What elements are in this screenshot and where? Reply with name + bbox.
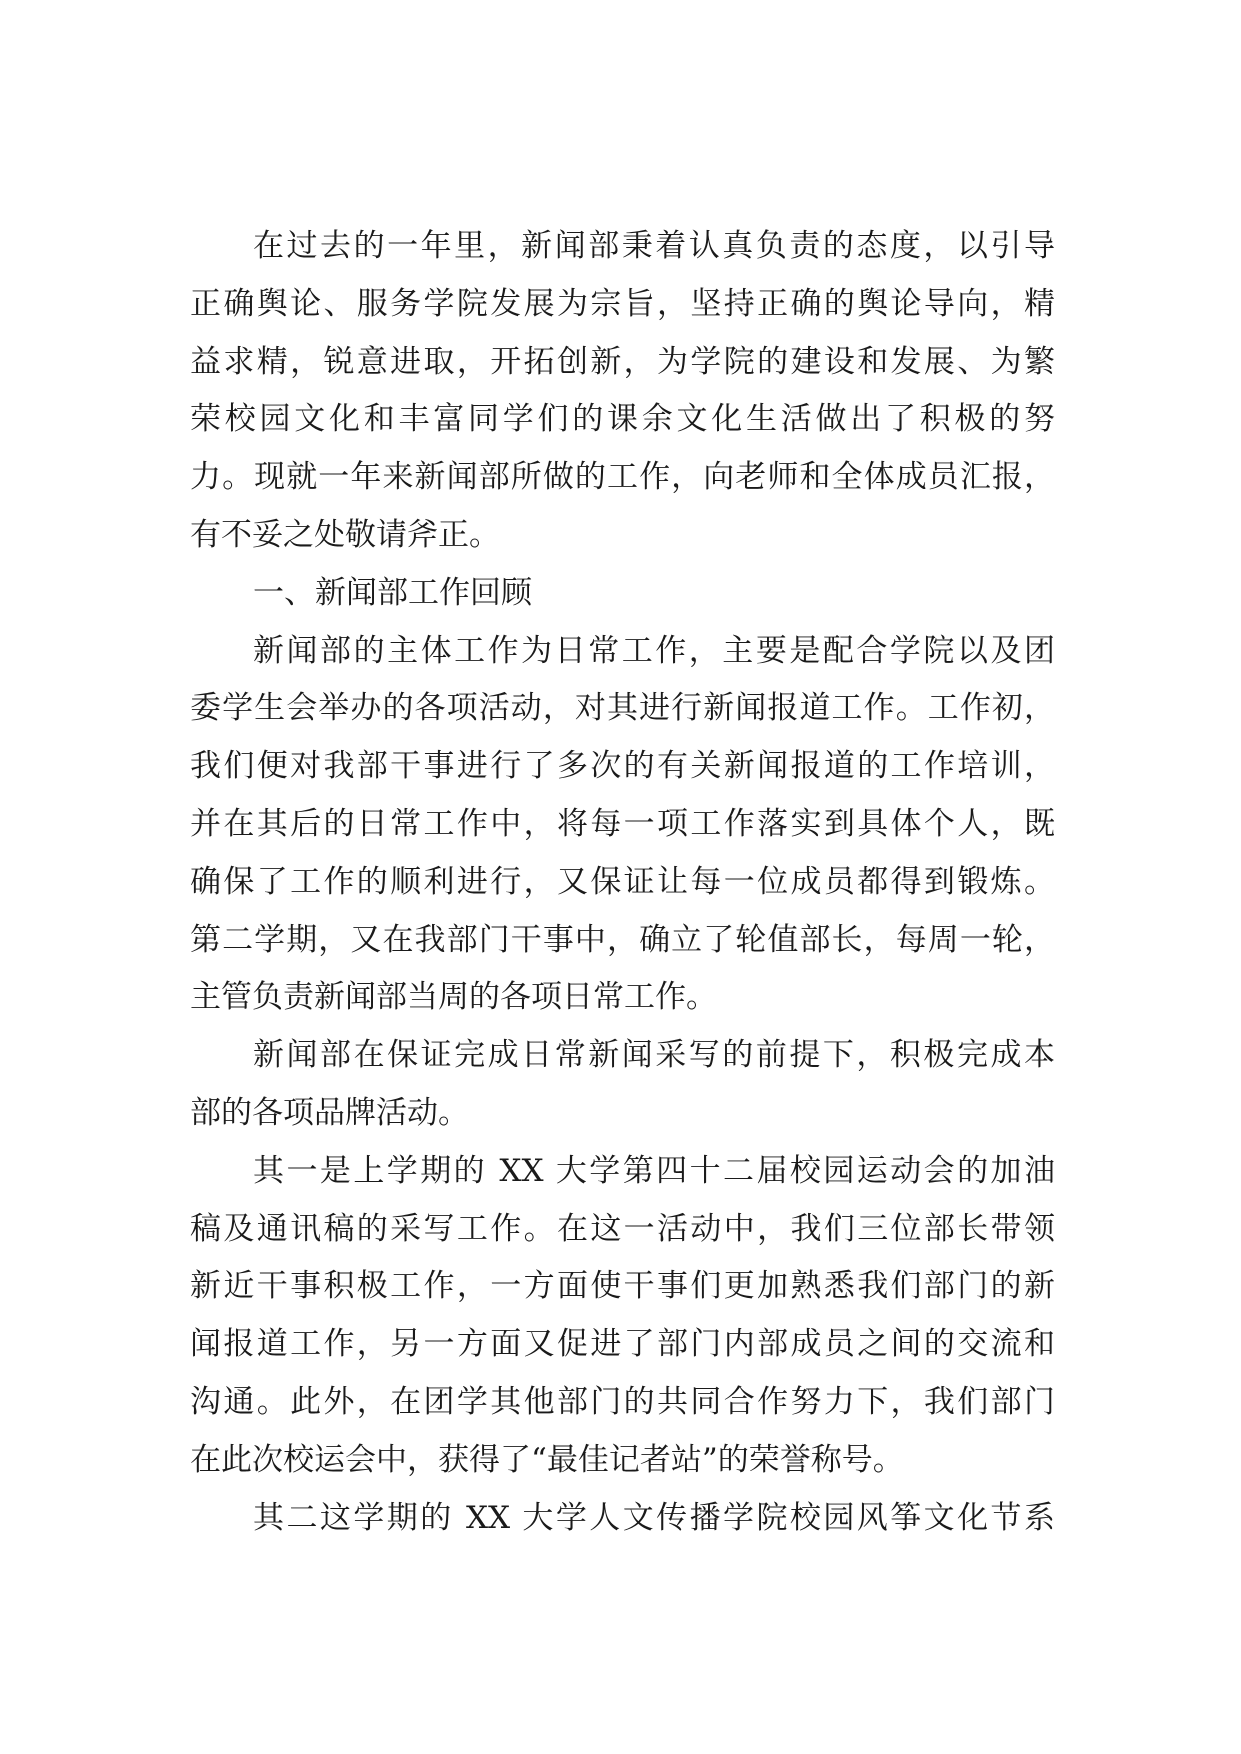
- paragraph-daily-work-line-5: 确保了工作的顺利进行，又保证让每一位成员都得到锻炼。: [190, 863, 1055, 900]
- paragraph-item-1-line-4: 闻报道工作，另一方面又促进了部门内部成员之间的交流和: [190, 1326, 1055, 1363]
- paragraph-item-2-line-1: 其二这学期的 XX 大学人文传播学院校园风筝文化节系: [253, 1499, 1055, 1536]
- paragraph-intro-line-6: 有不妥之处敬请斧正。: [190, 516, 500, 553]
- paragraph-item-1-line-6: 在此次校运会中，获得了“最佳记者站”的荣誉称号。: [190, 1441, 904, 1478]
- paragraph-daily-work-line-4: 并在其后的日常工作中，将每一项工作落实到具体个人，既: [190, 805, 1055, 842]
- paragraph-daily-work-line-1: 新闻部的主体工作为日常工作，主要是配合学院以及团: [253, 632, 1055, 669]
- paragraph-intro-line-5: 力。现就一年来新闻部所做的工作，向老师和全体成员汇报，: [190, 459, 1055, 496]
- paragraph-intro-line-3: 益求精，锐意进取，开拓创新，为学院的建设和发展、为繁: [190, 343, 1055, 380]
- paragraph-intro-line-2: 正确舆论、服务学院发展为宗旨，坚持正确的舆论导向，精: [190, 285, 1055, 322]
- paragraph-daily-work-line-3: 我们便对我部干事进行了多次的有关新闻报道的工作培训，: [190, 748, 1055, 785]
- paragraph-item-1-line-3: 新近干事积极工作，一方面使干事们更加熟悉我们部门的新: [190, 1268, 1055, 1305]
- paragraph-daily-work-line-7: 主管负责新闻部当周的各项日常工作。: [190, 979, 717, 1016]
- paragraph-item-1-line-2: 稿及通讯稿的采写工作。在这一活动中，我们三位部长带领: [190, 1210, 1055, 1247]
- paragraph-item-1-line-1: 其一是上学期的 XX 大学第四十二届校园运动会的加油: [253, 1152, 1055, 1189]
- document-body: [190, 218, 1055, 1547]
- paragraph-intro-line-1: 在过去的一年里，新闻部秉着认真负责的态度，以引导: [253, 228, 1055, 264]
- paragraph-brand-activities-line-2: 部的各项品牌活动。: [190, 1094, 469, 1131]
- paragraph-daily-work-line-2: 委学生会举办的各项活动，对其进行新闻报道工作。工作初，: [190, 690, 1055, 727]
- paragraph-item-1-line-5: 沟通。此外，在团学其他部门的共同合作努力下，我们部门: [190, 1383, 1055, 1420]
- paragraph-intro-line-4: 荣校园文化和丰富同学们的课余文化生活做出了积极的努: [190, 401, 1055, 438]
- paragraph-daily-work-line-6: 第二学期，又在我部门干事中，确立了轮值部长，每周一轮，: [190, 921, 1055, 958]
- paragraph-brand-activities-line-1: 新闻部在保证完成日常新闻采写的前提下，积极完成本: [253, 1037, 1055, 1074]
- section-heading: 一、新闻部工作回顾: [253, 574, 532, 611]
